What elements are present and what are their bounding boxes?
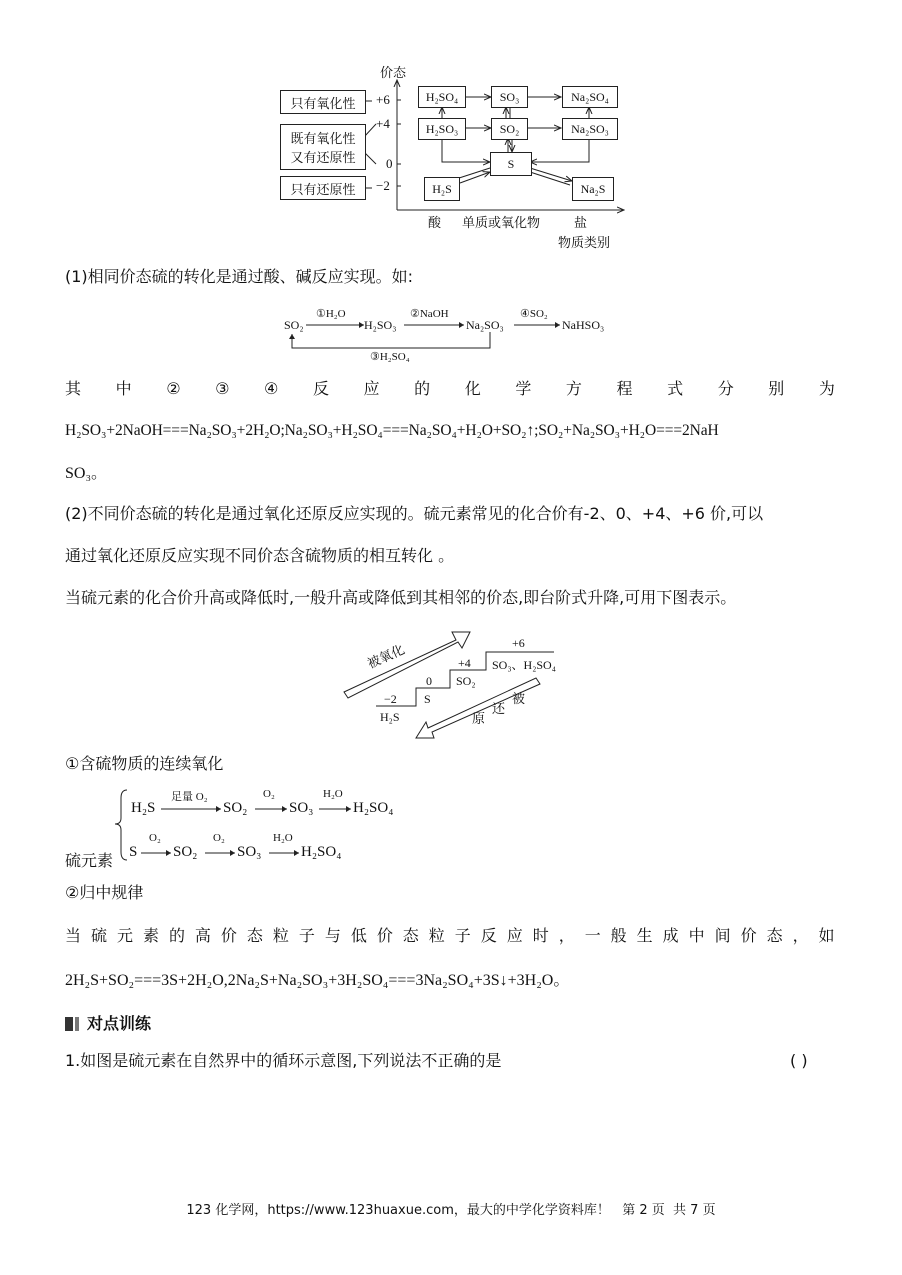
equation-line-1: H₂SO₃+2NaOH===Na₂SO₃+2H₂O;Na₂SO₃+H₂SO₄===Na₂SO₄+H₂O+SO₂↑;SO₂+Na₂SO₃+H₂O===2NaH bbox=[65, 422, 719, 439]
label-reduced: 原 bbox=[472, 712, 486, 727]
tick-label: +4 bbox=[376, 116, 390, 131]
section-marker-icon bbox=[65, 1017, 73, 1031]
char: 成 bbox=[662, 926, 679, 945]
char: 子 bbox=[454, 926, 471, 945]
species-text: SO₂ bbox=[499, 121, 520, 136]
char: 态 bbox=[766, 926, 783, 945]
char: 粒 bbox=[428, 926, 445, 945]
species-text: S bbox=[507, 156, 515, 171]
char: 生 bbox=[636, 926, 653, 945]
label-text: 只有氧化性 bbox=[290, 96, 356, 112]
species-text: H₂SO₄ bbox=[425, 89, 459, 104]
chain-species: SO₃ bbox=[237, 844, 262, 860]
chain-node: NaHSO₃ bbox=[562, 318, 605, 332]
chain-species: H₂SO₄ bbox=[353, 800, 394, 816]
species-na2s bbox=[572, 177, 614, 201]
species-text: Na₂SO₄ bbox=[571, 89, 609, 104]
char: 高 bbox=[194, 926, 211, 945]
char: 当 bbox=[65, 926, 82, 945]
chain-species: S bbox=[129, 844, 138, 860]
figure-same-valence-chain bbox=[284, 306, 620, 366]
species-h2s bbox=[424, 177, 460, 201]
char: 化 bbox=[464, 379, 481, 398]
equation-line-1b: SO₃。 bbox=[65, 465, 108, 482]
char: 间 bbox=[714, 926, 731, 945]
label-box-reducing bbox=[280, 176, 366, 200]
section-title: 对点训练 bbox=[87, 1014, 152, 1033]
char: 方 bbox=[565, 379, 582, 398]
char: ， bbox=[558, 926, 575, 945]
char: 程 bbox=[616, 379, 633, 398]
label-oxidized: 被氧化 bbox=[365, 642, 408, 673]
species-text: Na₂SO₃ bbox=[571, 121, 609, 136]
char: 元 bbox=[116, 926, 133, 945]
char: 子 bbox=[298, 926, 315, 945]
figure-staircase bbox=[336, 624, 572, 744]
label-box-oxidizing bbox=[280, 90, 366, 114]
char: 的 bbox=[414, 379, 431, 398]
category-label: 单质或氧化物 bbox=[462, 216, 541, 231]
char: ， bbox=[792, 926, 809, 945]
chain-node: H₂SO₃ bbox=[364, 318, 397, 332]
paragraph-1: (1)相同价态硫的转化是通过酸、碱反应实现。如: bbox=[65, 267, 414, 286]
chain-condition: O₂ bbox=[213, 832, 225, 844]
char: 的 bbox=[168, 926, 185, 945]
category-label: 酸 bbox=[428, 216, 442, 231]
category-label: 盐 bbox=[574, 216, 588, 231]
char: 价 bbox=[220, 926, 237, 945]
chain-species: H₂S bbox=[131, 800, 156, 816]
equation-line-2: 2H₂S+SO₂===3S+2H₂O,2Na₂S+Na₂SO₃+3H₂SO₄===3Na₂SO₄+3S↓+3H₂O。 bbox=[65, 972, 570, 989]
label-reduced: 还 bbox=[492, 702, 506, 717]
char: 反 bbox=[480, 926, 497, 945]
chain-condition: ④SO₂ bbox=[520, 308, 548, 320]
chain-condition: H₂O bbox=[323, 788, 343, 800]
species-text: H₂SO₃ bbox=[425, 121, 459, 136]
species-s bbox=[490, 152, 532, 176]
figure-valence-diagram bbox=[276, 62, 626, 252]
question-1: 1.如图是硫元素在自然界中的循环示意图,下列说法不正确的是 bbox=[65, 1051, 502, 1070]
char: 般 bbox=[610, 926, 627, 945]
char: 中 bbox=[688, 926, 705, 945]
subheading-comproportionation: ②归中规律 bbox=[65, 883, 144, 902]
char: ② bbox=[166, 379, 181, 398]
species-na2so4 bbox=[562, 86, 618, 108]
chain-label: 硫元素 bbox=[65, 851, 114, 870]
paragraph-5-justified bbox=[65, 925, 835, 947]
char: 如 bbox=[818, 926, 835, 945]
level-label: 0 bbox=[426, 674, 432, 688]
level-species: SO₃、H₂SO₄ bbox=[492, 658, 556, 672]
chain-condition: 足量 O₂ bbox=[171, 791, 208, 803]
char: 别 bbox=[768, 379, 785, 398]
chain-condition: H₂O bbox=[273, 832, 293, 844]
species-h2so3 bbox=[418, 118, 466, 140]
level-label: +4 bbox=[458, 656, 471, 670]
chain-condition: ②NaOH bbox=[410, 308, 449, 320]
species-h2so4 bbox=[418, 86, 466, 108]
subheading-continuous-oxidation: ①含硫物质的连续氧化 bbox=[65, 754, 224, 773]
paragraph-3b: 通过氧化还原反应实现不同价态含硫物质的相互转化 。 bbox=[65, 546, 455, 565]
char: 价 bbox=[740, 926, 757, 945]
species-na2so3 bbox=[562, 118, 618, 140]
char: 态 bbox=[402, 926, 419, 945]
char: 为 bbox=[818, 379, 835, 398]
char: 硫 bbox=[90, 926, 107, 945]
label-reduced: 被 bbox=[512, 692, 526, 707]
tick-label: +6 bbox=[376, 92, 390, 107]
char: 时 bbox=[532, 926, 549, 945]
species-so3 bbox=[491, 86, 528, 108]
char: 中 bbox=[115, 379, 132, 398]
answer-paren: ( ) bbox=[790, 1051, 808, 1070]
axis-y-label: 价态 bbox=[380, 66, 407, 81]
level-label: +6 bbox=[512, 636, 525, 650]
label-text: 又有还原性 bbox=[290, 151, 356, 166]
section-heading bbox=[65, 1013, 151, 1035]
char: 学 bbox=[515, 379, 532, 398]
species-text: H₂S bbox=[432, 181, 452, 196]
char: 价 bbox=[376, 926, 393, 945]
paragraph-3a: (2)不同价态硫的转化是通过氧化还原反应实现的。硫元素常见的化合价有-2、0、+4、+6 价,可以 bbox=[65, 504, 764, 523]
label-box-both bbox=[280, 124, 366, 170]
tick-label: −2 bbox=[376, 178, 390, 193]
char: 态 bbox=[246, 926, 263, 945]
species-so2 bbox=[491, 118, 528, 140]
char: 应 bbox=[363, 379, 380, 398]
char: 与 bbox=[324, 926, 341, 945]
chain-condition: O₂ bbox=[149, 832, 161, 844]
species-text: Na₂S bbox=[580, 181, 606, 196]
chain-condition: ③H₂SO₄ bbox=[370, 351, 410, 363]
chain-species: SO₃ bbox=[289, 800, 314, 816]
chain-condition: ①H₂O bbox=[316, 308, 346, 320]
paragraph-4: 当硫元素的化合价升高或降低时,一般升高或降低到其相邻的价态,即台阶式升降,可用下图表示。 bbox=[65, 588, 737, 607]
char: 式 bbox=[667, 379, 684, 398]
char: ④ bbox=[264, 379, 279, 398]
level-label: −2 bbox=[384, 692, 397, 706]
label-text: 既有氧化性 bbox=[290, 132, 356, 147]
level-species: SO₂ bbox=[456, 674, 476, 688]
char: 应 bbox=[506, 926, 523, 945]
figure-oxidation-chain bbox=[65, 786, 405, 870]
paragraph-2-justified bbox=[65, 378, 835, 400]
level-species: H₂S bbox=[380, 710, 400, 724]
chain-condition: O₂ bbox=[263, 788, 275, 800]
axis-x-label: 物质类别 bbox=[558, 236, 611, 251]
chain-species: H₂SO₄ bbox=[301, 844, 342, 860]
section-marker-icon bbox=[75, 1017, 79, 1031]
chain-node: SO₂ bbox=[284, 318, 304, 332]
char: 低 bbox=[350, 926, 367, 945]
level-species: S bbox=[424, 692, 431, 706]
char: 一 bbox=[584, 926, 601, 945]
chain-species: SO₂ bbox=[173, 844, 198, 860]
chain-node: Na₂SO₃ bbox=[466, 318, 504, 332]
species-text: SO₃ bbox=[499, 89, 520, 104]
char: 反 bbox=[312, 379, 329, 398]
char: ③ bbox=[215, 379, 230, 398]
chain-species: SO₂ bbox=[223, 800, 248, 816]
label-text: 只有还原性 bbox=[290, 182, 356, 198]
tick-label: 0 bbox=[386, 156, 393, 171]
page-footer: 123 化学网，https://www.123huaxue.com，最大的中学化学资料库！ 第 2 页 共 7 页 bbox=[186, 1203, 716, 1218]
char: 分 bbox=[717, 379, 734, 398]
char: 素 bbox=[142, 926, 159, 945]
char: 其 bbox=[65, 379, 82, 398]
char: 粒 bbox=[272, 926, 289, 945]
